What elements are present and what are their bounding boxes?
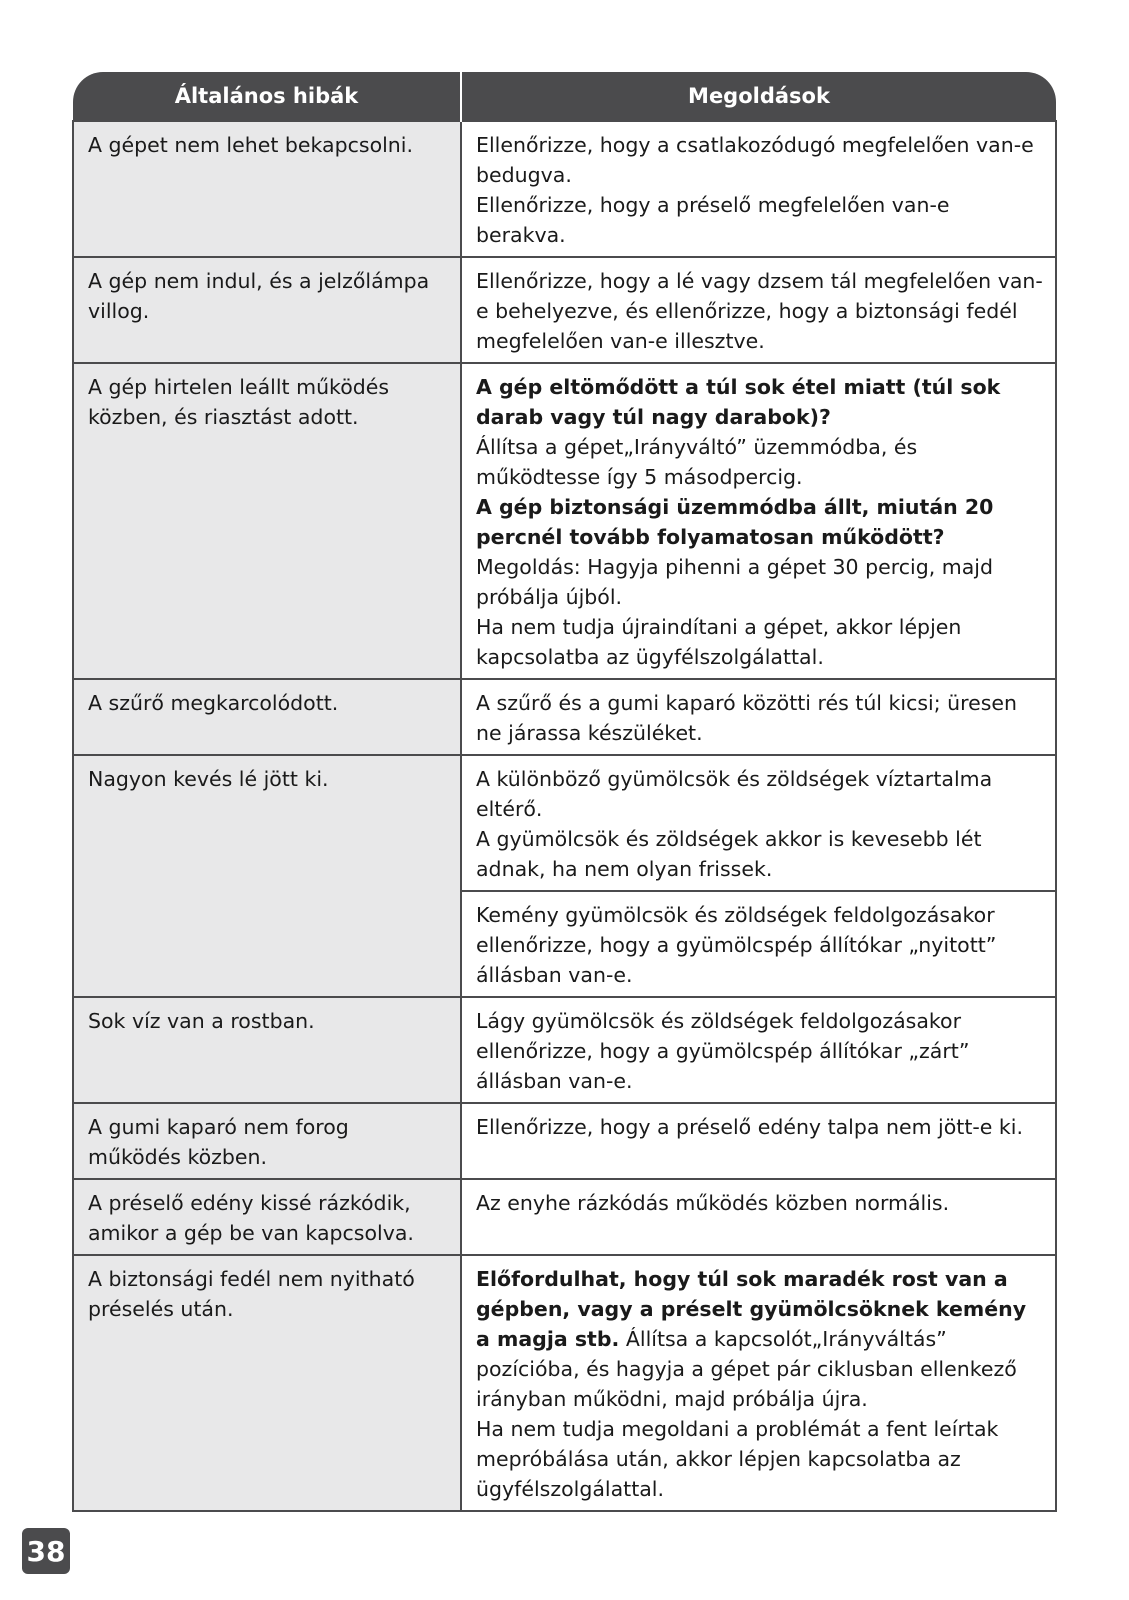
fault-text: A gép nem indul, és a jelzőlámpa villog.: [88, 269, 430, 323]
fault-cell: [73, 1179, 461, 1255]
solution-question: A gép biztonsági üzemmódba állt, miután 20 percnél tovább folyamatosan működött?: [476, 495, 994, 549]
solution-text: Az enyhe rázkódás működés közben normális.: [476, 1191, 950, 1215]
solution-question: A gép eltömődött a túl sok étel miatt (túl sok darab vagy túl nagy darabok)?: [476, 375, 1001, 429]
table-row: [73, 679, 1056, 755]
solution-cell: [461, 363, 1056, 679]
fault-cell: [73, 363, 461, 679]
fault-cell: [73, 997, 461, 1103]
solution-cell: [461, 997, 1056, 1103]
solution-text: Megoldás: Hagyja pihenni a gépet 30 percig, majd próbálja újból.: [476, 555, 993, 609]
solution-cell: [461, 1179, 1056, 1255]
fault-text: A biztonsági fedél nem nyitható préselés után.: [88, 1267, 415, 1321]
solution-cell: [461, 1103, 1056, 1179]
solution-text: [476, 1264, 1043, 1414]
solution-cell: [461, 679, 1056, 755]
solution-cell: [461, 1255, 1056, 1511]
solution-question: Előfordulhat, hogy túl sok maradék rost van a gépben, vagy a préselt gyümölcsöknek kemény a magja stb.: [476, 1267, 1027, 1351]
solutions-column-header: Megoldások: [461, 72, 1056, 121]
solution-text: Ellenőrizze, hogy a lé vagy dzsem tál megfelelően van-e behelyezve, és ellenőrizze, hogy a biztonsági fedél megfelelően van-e illesztve.: [476, 269, 1043, 353]
fault-cell: [73, 257, 461, 363]
solution-text: Ha nem tudja megoldani a problémát a fent leírtak mepróbálása után, akkor lépjen kapcsolatba az ügyfélszolgálattal.: [476, 1417, 999, 1501]
solution-text: Ellenőrizze, hogy a csatlakozódugó megfelelően van-e bedugva.: [476, 133, 1034, 187]
solution-text: Állítsa a gépet„Irányváltó” üzemmódba, és működtesse így 5 másodpercig.: [476, 435, 918, 489]
fault-text: A gép hirtelen leállt működés közben, és riasztást adott.: [88, 375, 390, 429]
table-row: [73, 363, 1056, 679]
table-row: [73, 1255, 1056, 1511]
table-row: [73, 1179, 1056, 1255]
fault-cell: [73, 755, 461, 997]
solution-text: Kemény gyümölcsök és zöldségek feldolgozásakor ellenőrizze, hogy a gyümölcspép állítókar „nyitott” állásban van-e.: [476, 903, 997, 987]
fault-cell: [73, 1103, 461, 1179]
table-row: [73, 257, 1056, 363]
page-number: 38: [22, 1528, 70, 1574]
solution-text: Ellenőrizze, hogy a préselő edény talpa nem jött-e ki.: [476, 1115, 1023, 1139]
solution-text: Ha nem tudja újraindítani a gépet, akkor lépjen kapcsolatba az ügyfélszolgálattal.: [476, 615, 962, 669]
solution-text: A gyümölcsök és zöldségek akkor is kevesebb lét adnak, ha nem olyan frissek.: [476, 827, 982, 881]
solution-cell: [461, 891, 1056, 997]
table-row: [73, 1103, 1056, 1179]
fault-text: A préselő edény kissé rázkódik, amikor a gép be van kapcsolva.: [88, 1191, 414, 1245]
fault-cell: [73, 679, 461, 755]
fault-cell: [73, 121, 461, 257]
fault-text: A gumi kaparó nem forog működés közben.: [88, 1115, 349, 1169]
fault-text: A szűrő megkarcolódott.: [88, 691, 339, 715]
solution-text: Lágy gyümölcsök és zöldségek feldolgozásakor ellenőrizze, hogy a gyümölcspép állítókar „zárt” állásban van-e.: [476, 1009, 970, 1093]
table-header-row: [73, 72, 1056, 121]
table-row: [73, 997, 1056, 1103]
solution-text: A különböző gyümölcsök és zöldségek víztartalma eltérő.: [476, 767, 993, 821]
faults-column-header: Általános hibák: [73, 72, 461, 121]
solution-text: A szűrő és a gumi kaparó közötti rés túl kicsi; üresen ne járassa készüléket.: [476, 691, 1018, 745]
solution-text: Ellenőrizze, hogy a préselő megfelelően van-e berakva.: [476, 193, 950, 247]
table-row: [73, 121, 1056, 257]
troubleshooting-table: [72, 72, 1057, 1512]
fault-text: Nagyon kevés lé jött ki.: [88, 767, 329, 791]
solution-cell: [461, 755, 1056, 891]
fault-cell: [73, 1255, 461, 1511]
solution-cell: [461, 257, 1056, 363]
solution-cell: [461, 121, 1056, 257]
fault-text: A gépet nem lehet bekapcsolni.: [88, 133, 414, 157]
table-row: [73, 755, 1056, 891]
solution-text-inline: Állítsa a kapcsolót„Irányváltás” pozícióba, és hagyja a gépet pár ciklusban ellenkező irányban működni, majd próbálja újra.: [476, 1327, 1017, 1411]
fault-text: Sok víz van a rostban.: [88, 1009, 315, 1033]
